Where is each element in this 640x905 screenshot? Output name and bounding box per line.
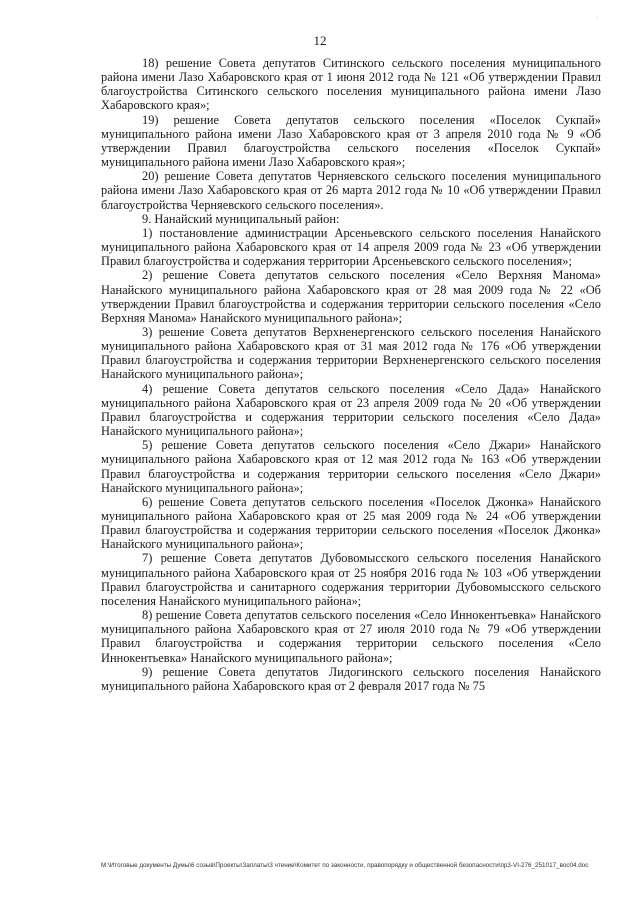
paragraph: 9) решение Совета депутатов Лидогинского сельского поселения Нанайского муниципального района Хабаровского края от 2 февраля 2017 года № 75 — [101, 664, 601, 693]
paragraph: 2) решение Совета депутатов сельского поселения «Село Верхняя Манома» Нанайского муниципального района Хабаровского края от 28 мая 2009 года № 22 «Об утверждении Правил благоустройства и содержания территории сельского поселения «Село Верхняя Манома» Нанайского муниципального района»; — [101, 268, 601, 325]
paragraph: 1) постановление администрации Арсеньевского сельского поселения Нанайского муниципального района Хабаровского края от 14 апреля 2009 года № 23 «Об утверждении Правил благоустройства и содержания территории Арсеньевского сельского поселения»; — [101, 225, 601, 269]
scan-mark: · — [596, 14, 599, 21]
paragraph: 18) решение Совета депутатов Ситинского сельского поселения муниципального района имени Лазо Хабаровского края от 1 июня 2012 года № 121 «Об утверждении Правил благоустройства Ситинского сельского поселения муниципального района имени Лазо Хабаровского края»; — [101, 56, 601, 113]
paragraph: 20) решение Совета депутатов Черняевского сельского поселения муниципального района имени Лазо Хабаровского края от 26 марта 2012 года № 10 «Об утверждении Правил благоустройства Черняевского сельского поселения». — [101, 169, 601, 212]
paragraph: 8) решение Совета депутатов сельского поселения «Село Иннокентьевка» Нанайского муниципального района Хабаровского края от 27 июля 2010 года № 79 «Об утверждении Правил благоустройства и содержания территории сельского поселения «Село Иннокентьевка» Нанайского муниципального района»; — [101, 608, 601, 665]
file-path-footer: M:\Итоговые документы Думы\6 созыв\Проекты\Заплаты\3 чтение\Комитет по законности, правопорядку и общественной безопасности\пр3-VI-276_251017_вос04.doc — [101, 862, 589, 869]
section-heading: 9. Нанайский муниципальный район: — [142, 211, 340, 226]
paragraph: 3) решение Совета депутатов Верхненергенского сельского поселения Нанайского муниципального района Хабаровского края от 31 мая 2012 года № 176 «Об утверждении Правил благоустройства и содержания территории Верхненергенского сельского поселения Нанайского муниципального района»; — [101, 324, 601, 382]
paragraph: 6) решение Совета депутатов сельского поселения «Поселок Джонка» Нанайского муниципального района Хабаровского края от 25 мая 2009 года № 24 «Об утверждении Правил благоустройства и содержания территории сельского поселения «Поселок Джонка» Нанайского муниципального района»; — [101, 494, 601, 552]
paragraph: 5) решение Совета депутатов сельского поселения «Село Джари» Нанайского муниципального района Хабаровского края от 12 мая 2012 года № 163 «Об утверждении Правил благоустройства и содержания территории сельского поселения «Село Джари» Нанайского муниципального района»; — [101, 438, 601, 495]
paragraph: 4) решение Совета депутатов сельского поселения «Село Дада» Нанайского муниципального района Хабаровского края от 23 апреля 2009 года № 20 «Об утверждении Правил благоустройства и содержания территории сельского поселения «Село Дада» Нанайского муниципального района»; — [101, 381, 601, 439]
document-body — [101, 56, 601, 693]
paragraph: 19) решение Совета депутатов сельского поселения «Поселок Сукпай» муниципального района имени Лазо Хабаровского края от 3 апреля 2010 года № 9 «Об утверждении Правил благоустройства сельского поселения «Поселок Сукпай» муниципального района имени Лазо Хабаровского края»; — [101, 112, 601, 170]
paragraph: 7) решение Совета депутатов Дубовомысского сельского поселения Нанайского муниципального района Хабаровского края от 25 ноября 2016 года № 103 «Об утверждении Правил благоустройства и санитарного содержания территории Дубовомысского сельского поселения Нанайского муниципального района»; — [101, 551, 601, 608]
page-number: 12 — [313, 33, 327, 48]
